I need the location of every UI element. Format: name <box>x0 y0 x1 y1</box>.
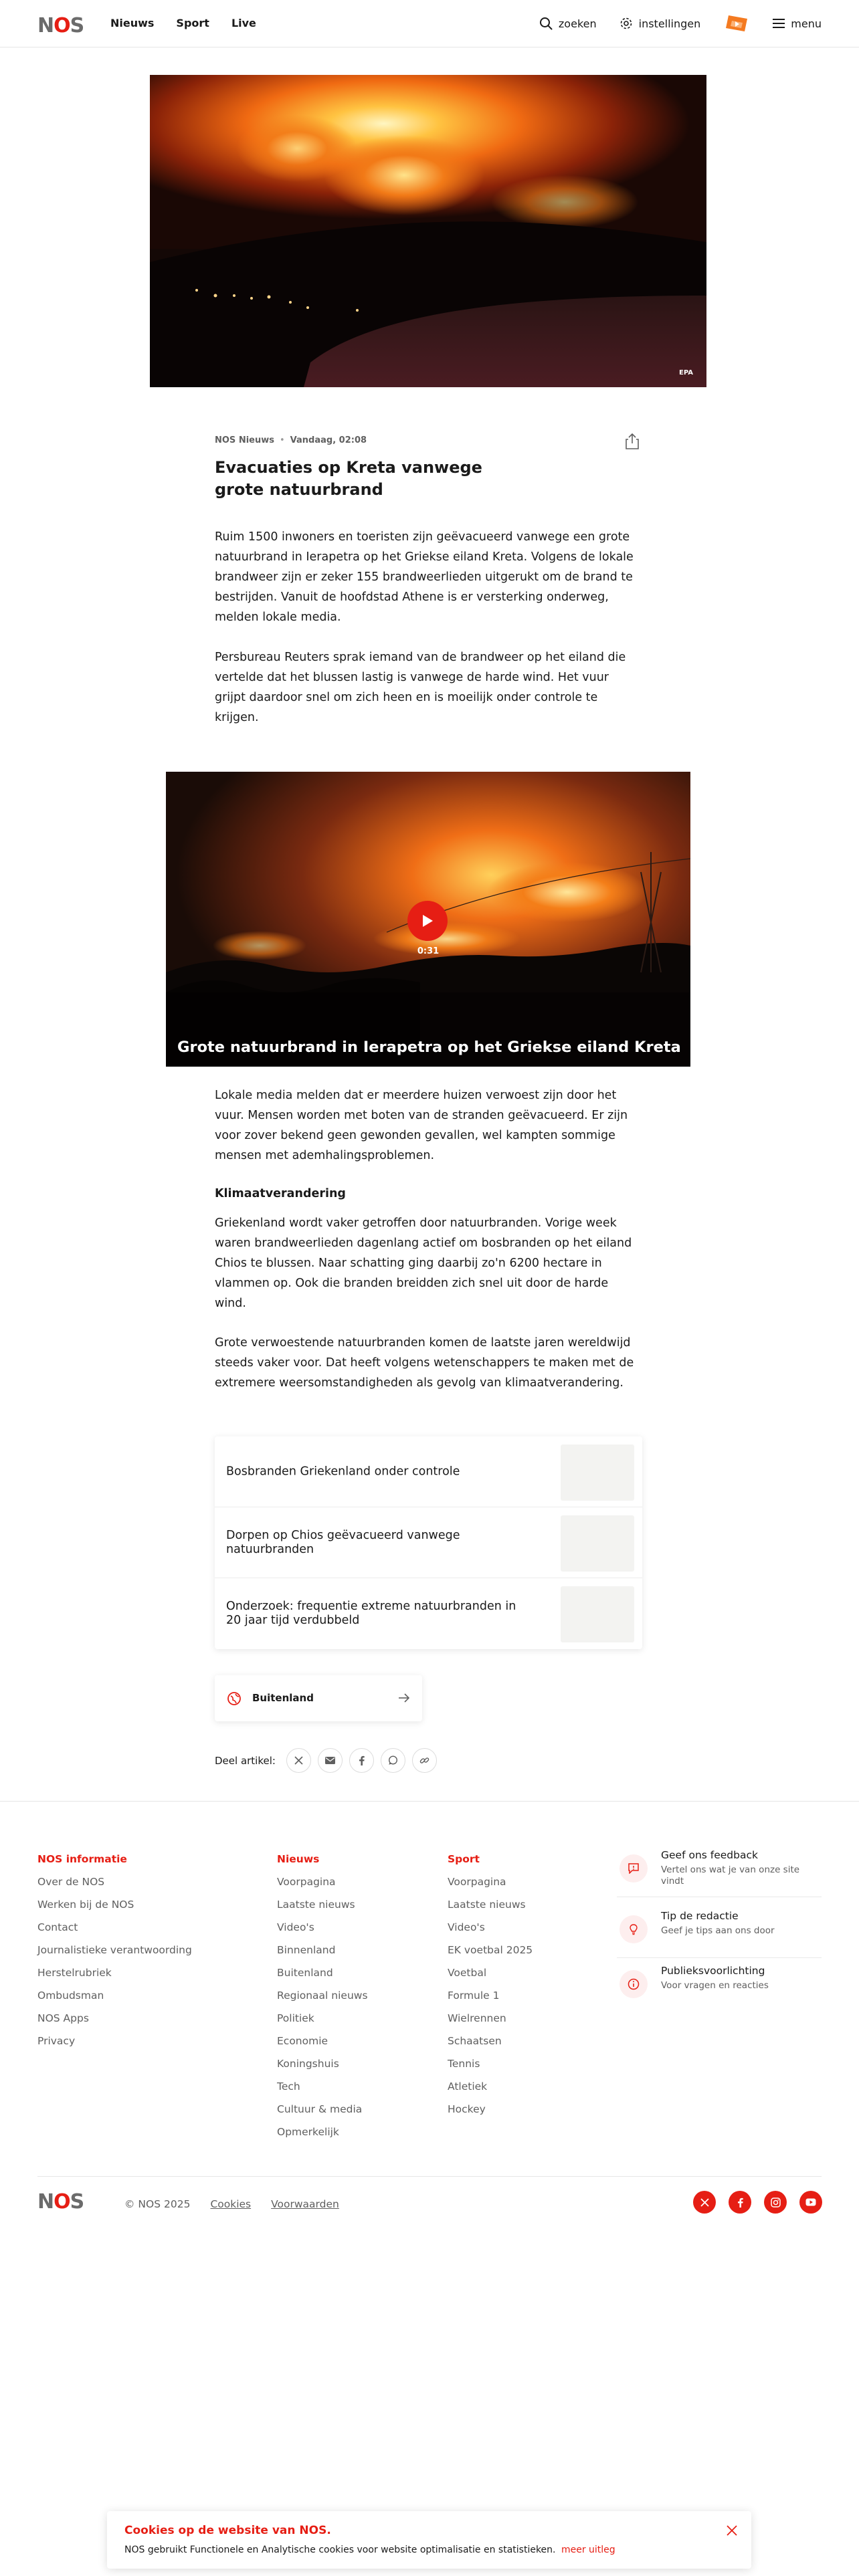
footer-link[interactable]: Laatste nieuws <box>277 1899 355 1911</box>
cookie-more-link[interactable]: meer uitleg <box>561 2545 615 2555</box>
footer-link[interactable]: Cultuur & media <box>277 2103 363 2115</box>
x-icon <box>700 2198 709 2207</box>
social-links <box>693 2191 822 2214</box>
article-paragraph: Grote verwoestende natuurbranden komen de laatste jaren wereldwijd steeds vaker voor. Dat heeft volgens wetenschappers te maken met de extremere weersomstandigheden als gevolg van klimaatverandering. <box>215 1336 634 1390</box>
hamburger-icon <box>773 19 785 28</box>
nos-logo[interactable]: NOS <box>37 14 84 37</box>
footer-link[interactable]: Hockey <box>448 2103 486 2115</box>
related-article-title: Onderzoek: frequentie extreme natuurbranden in 20 jaar tijd verdubbeld <box>226 1600 516 1627</box>
youtube-icon <box>805 2198 816 2206</box>
tip-redactie-link[interactable] <box>617 1903 822 1958</box>
site-header <box>0 0 859 47</box>
publieksvoorlichting-subtitle: Voor vragen en reacties <box>661 1980 769 1991</box>
footer-link[interactable]: NOS Apps <box>37 2012 89 2024</box>
footer-link[interactable]: Atletiek <box>448 2080 488 2092</box>
footer-link[interactable]: Voorpagina <box>277 1876 336 1888</box>
wildfire-photo <box>150 75 706 387</box>
nav-sport[interactable]: Sport <box>176 17 209 29</box>
meta-separator: • <box>279 435 285 445</box>
footer-link[interactable]: Over de NOS <box>37 1876 105 1888</box>
x-icon <box>294 1756 303 1765</box>
article-paragraph: Persbureau Reuters sprak iemand van de brandweer op het eiland die vertelde dat het blussen lastig is vanwege de harde wind. Het vuur grijpt daardoor snel om zich heen en is moeilijk onder controle te krijgen. <box>215 651 626 724</box>
related-articles <box>215 1436 642 1649</box>
footer-link[interactable]: Politiek <box>277 2012 314 2024</box>
footer-column-sport <box>448 1853 533 2121</box>
info-icon <box>619 1970 648 1998</box>
related-article-thumbnail <box>561 1515 634 1572</box>
footer-link[interactable]: Koningshuis <box>277 2058 339 2070</box>
share-link-button[interactable] <box>412 1748 437 1773</box>
footer-link[interactable]: Binnenland <box>277 1944 336 1956</box>
footer-link[interactable]: Journalistieke verantwoording <box>37 1944 192 1956</box>
cookie-text: NOS gebruikt Functionele en Analytische cookies voor website optimalisatie en statistieken. <box>124 2545 556 2555</box>
share-article <box>215 1748 437 1773</box>
social-facebook-button[interactable] <box>729 2191 751 2214</box>
nav-live[interactable]: Live <box>231 17 256 29</box>
footer-link[interactable]: Formule 1 <box>448 1990 500 2002</box>
share-label: Deel artikel: <box>215 1754 276 1767</box>
share-icon <box>624 433 640 450</box>
mail-icon <box>325 1757 335 1764</box>
feedback-icon <box>619 1854 648 1883</box>
search-button[interactable] <box>539 17 597 30</box>
footer-legal <box>124 2198 339 2210</box>
footer-link[interactable]: Buitenland <box>277 1967 333 1979</box>
footer-link[interactable]: Privacy <box>37 2035 76 2047</box>
category-label: Buitenland <box>252 1692 314 1704</box>
footer-link[interactable]: Voorpagina <box>448 1876 506 1888</box>
social-x-button[interactable] <box>693 2191 716 2214</box>
menu-label: menu <box>791 17 822 30</box>
menu-button[interactable] <box>773 17 822 30</box>
copyright: © NOS 2025 <box>124 2198 191 2210</box>
footer-column-nieuws <box>277 1853 368 2143</box>
feedback-link[interactable] <box>617 1842 822 1897</box>
footer-link[interactable]: Schaatsen <box>448 2035 502 2047</box>
search-icon <box>539 17 553 30</box>
cookies-link[interactable]: Cookies <box>210 2198 252 2210</box>
nav-nieuws[interactable]: Nieuws <box>110 17 155 29</box>
footer-link[interactable]: Video's <box>448 1921 485 1933</box>
footer-link[interactable]: Opmerkelijk <box>277 2126 339 2138</box>
footer-link[interactable]: Tennis <box>448 2058 480 2070</box>
publieksvoorlichting-title: Publieksvoorlichting <box>661 1965 765 1977</box>
footer-link[interactable]: Voetbal <box>448 1967 487 1979</box>
voorwaarden-link[interactable]: Voorwaarden <box>271 2198 339 2210</box>
footer-link[interactable]: Video's <box>277 1921 314 1933</box>
related-article-thumbnail <box>561 1444 634 1501</box>
share-mail-button[interactable] <box>318 1748 343 1773</box>
footer-link[interactable]: Contact <box>37 1921 78 1933</box>
article-paragraph: Lokale media melden dat er meerdere huizen verwoest zijn door het vuur. Mensen worden met boten van de stranden geëvacueerd. Er zijn voor zover bekend geen gewonden gevallen, wel kampten sommige mensen met ademhalingsproblemen. <box>215 1089 628 1162</box>
hero-image <box>150 75 706 387</box>
footer-heading: Nieuws <box>277 1853 320 1865</box>
footer-heading: Sport <box>448 1853 480 1865</box>
article-paragraph: Griekenland wordt vaker getroffen door natuurbranden. Vorige week waren brandweerlieden dagenlang actief om bosbranden op het eiland Chios te blussen. Naar schatting ging daarbij zo'n 6200 hectare in vlammen op. Ook die branden breidden zich snel uit door de harde wind. <box>215 1216 632 1310</box>
related-article-thumbnail <box>561 1586 634 1642</box>
photo-credit: EPA <box>679 369 693 377</box>
footer-link[interactable]: Regionaal nieuws <box>277 1990 368 2002</box>
social-instagram-button[interactable] <box>764 2191 787 2214</box>
footer-link[interactable]: Werken bij de NOS <box>37 1899 134 1911</box>
share-facebook-button[interactable] <box>349 1748 374 1773</box>
cookie-title: Cookies op de website van NOS. <box>124 2524 331 2537</box>
publieksvoorlichting-link[interactable] <box>617 1958 822 2013</box>
video-duration: 0:31 <box>417 946 440 956</box>
footer-link[interactable]: Tech <box>277 2080 300 2092</box>
share-whatsapp-button[interactable] <box>381 1748 405 1773</box>
category-link[interactable] <box>215 1675 422 1721</box>
search-label: zoeken <box>558 17 597 30</box>
cookie-close-button[interactable] <box>722 2520 742 2541</box>
tip-redactie-title: Tip de redactie <box>661 1910 739 1922</box>
facebook-icon <box>737 2197 743 2208</box>
settings-label: instellingen <box>638 17 701 30</box>
link-icon <box>419 1755 430 1765</box>
related-article[interactable] <box>215 1507 642 1578</box>
article-title: Evacuaties op Kreta vanwege grote natuurbrand <box>215 458 482 499</box>
feedback-subtitle: Vertel ons wat je van onze site vindt <box>661 1864 800 1887</box>
share-x-button[interactable] <box>286 1748 311 1773</box>
footer-link[interactable]: Wielrennen <box>448 2012 506 2024</box>
npo-icon[interactable] <box>723 12 750 35</box>
article-subheading: Klimaatverandering <box>215 1187 346 1200</box>
video-player[interactable] <box>166 772 690 1067</box>
social-youtube-button[interactable] <box>799 2191 822 2214</box>
related-article[interactable] <box>215 1578 642 1649</box>
feedback-title: Geef ons feedback <box>661 1849 758 1861</box>
article-source: NOS Nieuws <box>215 435 274 445</box>
article-date: Vandaag, 02:08 <box>290 435 367 445</box>
footer-column-nos-informatie <box>37 1853 192 2052</box>
instagram-icon <box>771 2197 781 2208</box>
footer-link[interactable]: Herstelrubriek <box>37 1967 112 1979</box>
article-meta <box>215 435 367 445</box>
share-button[interactable] <box>624 433 642 451</box>
cookie-banner <box>107 2511 751 2569</box>
play-button[interactable] <box>407 901 448 941</box>
footer-divider <box>0 1801 859 1802</box>
cookie-text-row <box>124 2545 615 2555</box>
footer-link[interactable]: Laatste nieuws <box>448 1899 526 1911</box>
arrow-right-icon <box>398 1693 410 1703</box>
article-paragraph: Ruim 1500 inwoners en toeristen zijn geëvacueerd vanwege een grote natuurbrand in Ierapetra op het Griekse eiland Kreta. Volgens de lokale brandweer zijn er zeker 155 brandweerlieden uitgerukt om de brand te bestrijden. Vanuit de hoofdstad Athene is er versterking onderweg, melden lokale media. <box>215 530 634 624</box>
whatsapp-icon <box>388 1755 398 1765</box>
related-article[interactable] <box>215 1436 642 1507</box>
gear-icon <box>619 17 633 30</box>
video-caption: Grote natuurbrand in Ierapetra op het Griekse eiland Kreta <box>177 1039 681 1056</box>
footer-heading: NOS informatie <box>37 1853 127 1865</box>
play-icon <box>421 914 434 928</box>
close-icon <box>726 2525 738 2537</box>
globe-icon <box>227 1691 242 1706</box>
facebook-icon <box>359 1755 365 1765</box>
footer-link[interactable]: Ombudsman <box>37 1990 104 2002</box>
footer-bottom-divider <box>37 2176 822 2177</box>
settings-button[interactable] <box>619 17 701 30</box>
utility-nav <box>539 12 822 35</box>
footer-logo[interactable]: NOS <box>37 2190 84 2214</box>
related-article-title: Dorpen op Chios geëvacueerd vanwege natuurbranden <box>226 1528 460 1556</box>
footer-link[interactable]: EK voetbal 2025 <box>448 1944 533 1956</box>
tip-redactie-subtitle: Geef je tips aan ons door <box>661 1925 775 1936</box>
main-nav <box>110 17 256 29</box>
lightbulb-icon <box>619 1915 648 1943</box>
footer-link[interactable]: Economie <box>277 2035 328 2047</box>
related-article-title: Bosbranden Griekenland onder controle <box>226 1465 460 1478</box>
